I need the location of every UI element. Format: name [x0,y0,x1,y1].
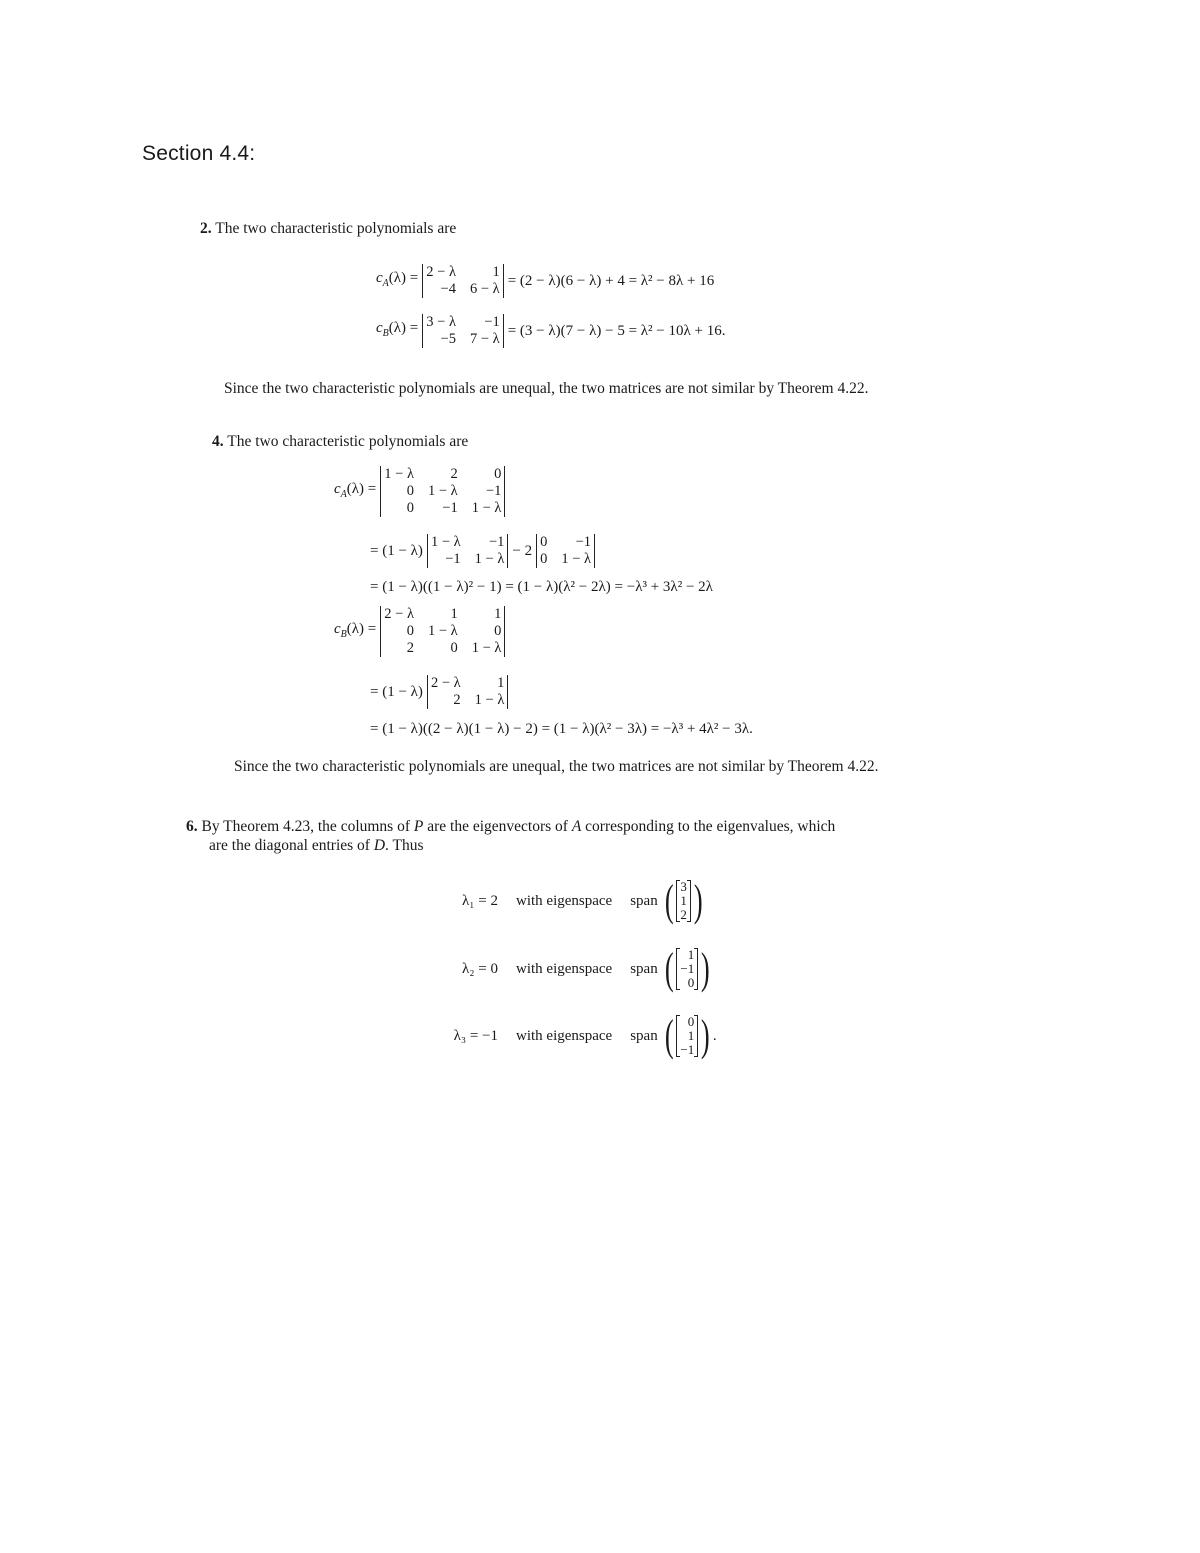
eigen-text: with eigenspace [516,892,613,909]
eigenvalue: λ₂ = 0 [462,960,498,977]
eigenvector: 1 −1 0 [676,948,698,990]
function-label: $c_B(\lambda)$ = [376,320,419,339]
prefix: = (1 − λ) [370,683,423,700]
left-paren: ( [664,876,674,925]
equation-cb-2 [376,314,726,348]
eigen-row-2 [420,940,713,998]
section-title: Section 4.4: [142,142,256,165]
problem-number: 4. [212,433,224,450]
span-text: span [630,1027,658,1044]
equation-cb-4 [334,606,509,657]
determinant: 1 − λ −1 −1 1 − λ [427,534,508,568]
problem-4-conclusion: Since the two characteristic polynomials are unequal, the two matrices are not similar by Theorem 4.22. [234,758,879,775]
function-label: $c_A(\lambda)$ = [376,270,419,289]
function-label: $c_A(\lambda)$ = [334,480,377,500]
problem-4-intro [212,432,468,451]
determinant: 2 − λ 1 −4 6 − λ [422,264,503,298]
equation-ca-4 [334,466,509,517]
left-paren: ( [664,944,674,993]
determinant: 3 − λ −1 −5 7 − λ [422,314,503,348]
left-paren: ( [664,1011,674,1060]
minus-term: − 2 [512,542,533,559]
determinant: 2 − λ 1 1 0 1 − λ 0 2 0 1 − λ [380,606,505,657]
eigen-row-3 [420,1007,717,1065]
equation-expand-ca [370,534,599,568]
intro-text: The two characteristic polynomials are [227,433,469,450]
eigenvalue: λ₃ = −1 [453,1027,498,1044]
problem-number: 6. [186,818,198,835]
eigenvector: 3 1 2 [676,880,691,922]
equation-ca-2 [376,264,714,298]
prefix: = (1 − λ) [370,542,423,559]
eigenvector: 0 1 −1 [676,1015,698,1057]
equation-rhs: = (2 − λ)(6 − λ) + 4 = λ² − 8λ + 16 [507,272,715,289]
right-paren: ) [701,944,710,993]
function-label: $c_B(\lambda)$ = [334,620,377,640]
problem-number: 2. [200,220,212,237]
determinant: 2 − λ 1 2 1 − λ [427,675,508,709]
end-period: . [712,1027,717,1044]
span-text: span [630,960,658,977]
eigenvalue: λ₁ = 2 [462,892,498,909]
problem-2-intro [200,219,456,238]
intro-text: The two characteristic polynomials are [215,220,457,237]
span-text: span [630,892,658,909]
eigen-text: with eigenspace [516,1027,613,1044]
problem-6-text: 6. By Theorem 4.23, the columns of P are the eigenvectors of A corresponding to the eigenvalues, which are the diagonal entries of D. Thus [186,818,836,854]
equation-simplify-ca: = (1 − λ)((1 − λ)² − 1) = (1 − λ)(λ² − 2λ) = −λ³ + 3λ² − 2λ [370,579,713,595]
eigen-text: with eigenspace [516,960,613,977]
determinant: 0 −1 0 1 − λ [536,534,595,568]
equation-rhs: = (3 − λ)(7 − λ) − 5 = λ² − 10λ + 16. [507,322,726,339]
right-paren: ) [693,876,703,925]
determinant: 1 − λ 2 0 0 1 − λ −1 0 −1 1 − λ [380,466,505,517]
right-paren: ) [701,1011,710,1060]
problem-2-conclusion: Since the two characteristic polynomials are unequal, the two matrices are not similar by Theorem 4.22. [224,380,869,397]
eigen-row-1 [420,872,706,930]
equation-expand-cb [370,675,512,709]
equation-simplify-cb: = (1 − λ)((2 − λ)(1 − λ) − 2) = (1 − λ)(λ² − 3λ) = −λ³ + 4λ² − 3λ. [370,721,753,737]
